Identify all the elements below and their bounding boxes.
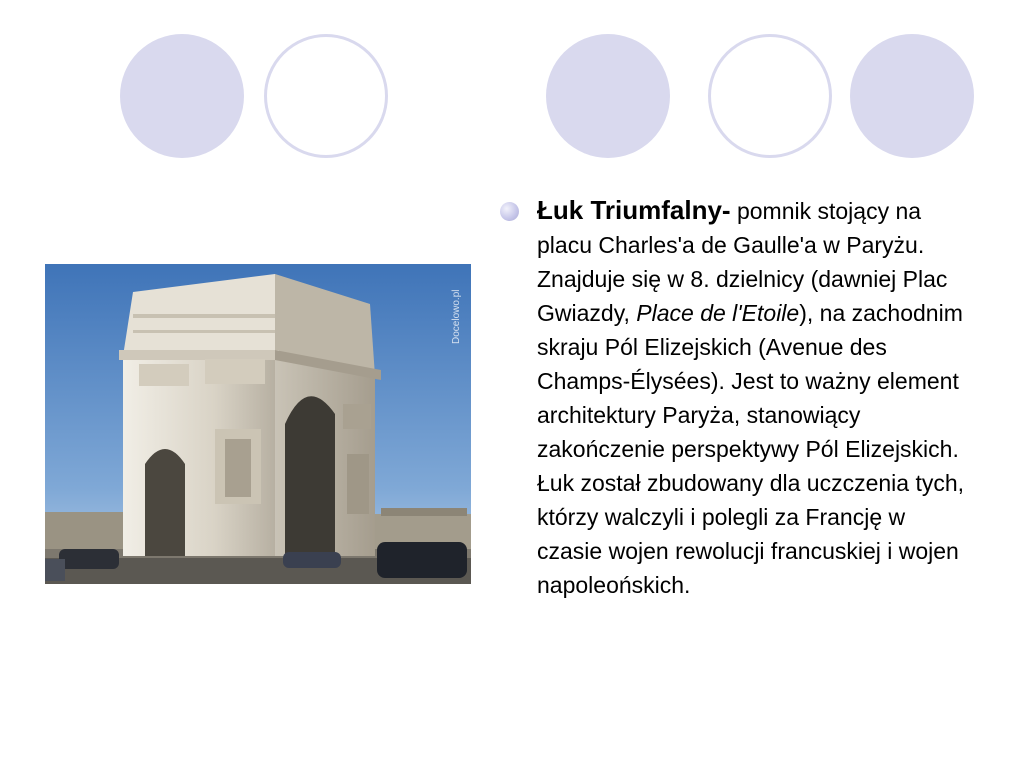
decor-circle-1 xyxy=(120,34,244,158)
paragraph-title: Łuk Triumfalny- xyxy=(537,195,731,225)
decor-circle-2 xyxy=(264,34,388,158)
decor-circle-5 xyxy=(850,34,974,158)
paragraph-body-1: pomnik stojący na placu Charles'a de Gaulle'a w Paryżu. Znajduje się w 8. dzielnicy (dawniej Plac Gwiazdy, xyxy=(537,198,948,326)
decor-circle-3 xyxy=(546,34,670,158)
paragraph-text xyxy=(537,193,970,602)
paragraph-italic: Place de l'Etoile xyxy=(636,300,800,326)
photo-watermark: Docelowo.pl xyxy=(451,289,462,344)
decor-circle-4 xyxy=(708,34,832,158)
bullet-paragraph xyxy=(500,193,970,602)
bullet-circle-icon xyxy=(500,202,519,221)
paragraph-body-2: ), na zachodnim skraju Pól Elizejskich (Avenue des Champs-Élysées). Jest to ważny element architektury Paryża, stanowiący zakończenie perspektywy Pól Elizejskich. Łuk został zbudowany dla uczczenia tych, którzy walczyli i polegli za Francję w czasie wojen rewolucji francuskiej i wojen napoleońskich. xyxy=(537,300,965,598)
content-textbox xyxy=(500,193,970,602)
arc-de-triomphe-photo xyxy=(45,264,471,584)
